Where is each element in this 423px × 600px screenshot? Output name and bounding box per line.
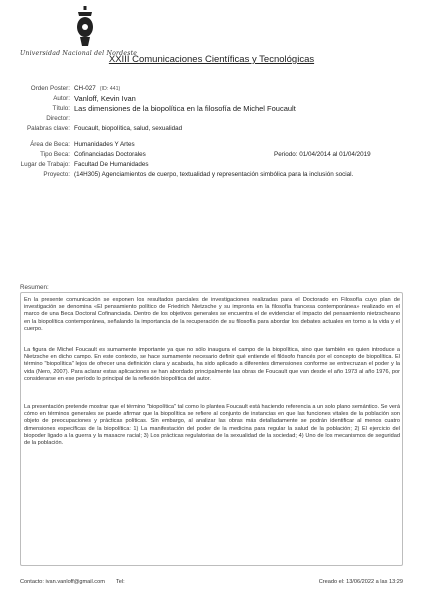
- field-row-autor: [0, 94, 423, 104]
- field-label: Área de Beca:: [30, 141, 70, 148]
- field-row-lugar: [0, 160, 423, 170]
- field-row-titulo: [0, 104, 423, 114]
- tipo-value: Cofinanciadas Doctorales: [74, 151, 146, 158]
- field-label: Orden Poster:: [30, 85, 70, 92]
- footer-tel: Tel:: [116, 579, 125, 585]
- orden-id: (ID: 441): [99, 86, 121, 92]
- field-label: Lugar de Trabajo:: [20, 161, 70, 168]
- lugar-value: Facultad De Humanidades: [74, 161, 149, 168]
- autor-value: Vanloff, Kevin Ivan: [74, 94, 136, 103]
- field-label: Director:: [46, 115, 70, 122]
- crest-icon: [74, 6, 96, 48]
- periodo-label: Periodo:: [274, 151, 298, 158]
- palabras-value: Foucault, biopolítica, salud, sexualidad: [74, 125, 183, 132]
- area-value: Humanidades Y Artes: [74, 141, 135, 148]
- field-label: Palabras clave:: [26, 125, 70, 132]
- resumen-label: Resumen:: [20, 284, 49, 291]
- resumen-paragraph-1: En la presente comunicación se exponen los resultados parciales de investigaciones realizadas para el Doctorado en Filosofía cuyo plan de investigación se denomina «El pensamiento político de Friedrich Nietzsche y su impronta en la filosofía francesa contemporánea» realizado en el marco de una Beca Doctoral Cofinanciada. Dentro de los objetivos generales se encuentra el de evidenciar el impacto del pensamiento nietzscheano en la biopolítica contemporánea, señalando la importancia de la recuperación de su filosofía para abordar los debates actuales en torno a la vida y el cuerpo.: [24, 297, 400, 332]
- resumen-paragraph-2: La figura de Michel Foucault es sumamente importante ya que no sólo inaugura el campo de la biopolítica, sino que también es quien introduce a Nietzsche en dicho campo. En este contexto, se hace sumamente necesario definir qué entiende el filósofo francés por el concepto de biopolítica. El término "biopolítica" lejos de ofrecer una definición clara y acabada, ha sido aplicado a diferentes dimensiones conforme se entrecruzan el poder y la vida (Nero, 2007). Para aclarar estas aplicaciones se han abordado principalmente las obras de Foucault que van desde el año 1973 al año 1976, por considerarse en ese período lo principal de la reflexión biopolítica del autor.: [24, 347, 400, 382]
- periodo: [274, 150, 371, 160]
- field-row-tipo: [0, 150, 423, 160]
- university-name: Universidad Nacional del Nordeste: [20, 50, 138, 57]
- field-label: Proyecto:: [43, 171, 70, 178]
- titulo-value: Las dimensiones de la biopolítica en la filosofía de Michel Foucault: [74, 104, 296, 113]
- proyecto-value: (14H305) Agenciamientos de cuerpo, textualidad y representación simbólica para la inclusión social.: [74, 171, 354, 178]
- footer-created: Creado el: 13/06/2022 a las 13:29: [318, 579, 403, 585]
- field-value: [74, 84, 120, 94]
- footer-contact: Contacto: ivan.vanloff@gmail.com: [20, 579, 105, 585]
- field-row-proyecto: [0, 170, 423, 180]
- field-row-area: [0, 140, 423, 150]
- field-label: Tipo Beca:: [40, 151, 70, 158]
- field-row-director: [0, 114, 423, 124]
- page-title: XXIII Comunicaciones Científicas y Tecnológicas: [108, 54, 315, 65]
- field-row-orden: [0, 84, 423, 94]
- university-logo: [20, 6, 150, 58]
- field-row-palabras: [0, 124, 423, 134]
- resumen-paragraph-3: La presentación pretende mostrar que el término "biopolítica" tal como lo plantea Foucault está haciendo referencia a un solo plano semántico. Se verá cómo en términos generales se puede afirmar que la biopolítica se refiere al conjunto de instancias en que las funciones vitales de la población son objeto de preocupaciones y prácticas políticas. Sin embargo, al analizar las obras más detalladamente se podrán identificar al menos cuatro dimensiones específicas de la biopolítica: 1) La manifestación del poder de la medicina para regular la salud de la población; 2) El ejercicio del biopoder ligado a la guerra y la masacre racial; 3) Los prácticas regulatorias de la sexualidad de la sociedad; 4) Uno de los mecanismos de seguridad de la población.: [24, 404, 400, 447]
- orden-value: CH-027: [74, 85, 96, 92]
- field-label: Autor:: [53, 95, 70, 102]
- periodo-value: 01/04/2014 al 01/04/2019: [299, 151, 371, 158]
- fields-block-1: [0, 84, 423, 134]
- fields-block-2: [0, 140, 423, 180]
- field-label: Título:: [52, 105, 70, 112]
